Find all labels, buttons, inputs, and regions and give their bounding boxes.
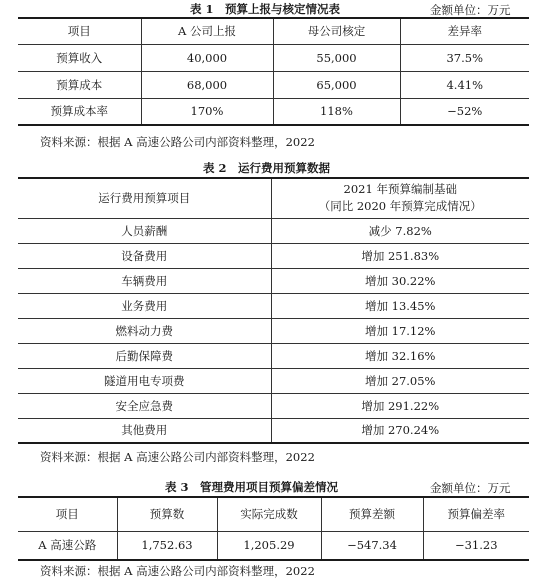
table-row (18, 368, 529, 393)
table2-caption: 表 2 运行费用预算数据 (203, 161, 331, 175)
table-cell: 增加 32.16% (271, 343, 529, 368)
table-cell: 安全应急费 (18, 393, 271, 418)
table3-header-cell: 预算差额 (321, 497, 423, 531)
table2-header-cell: 运行费用预算项目 (18, 178, 271, 218)
table1-header-cell: 差异率 (447, 24, 482, 39)
table2 (18, 177, 529, 444)
table-cell: 40,000 (141, 44, 273, 71)
table-cell: 增加 17.12% (271, 318, 529, 343)
table-row (18, 71, 529, 98)
table1-header-cell: 项目 (18, 18, 141, 44)
table-cell: 增加 30.22% (271, 268, 529, 293)
table1-source: 资料来源：根据 A 高速公路公司内部资料整理，2022 (40, 135, 315, 149)
table-cell: −52% (400, 98, 529, 125)
table-cell: 1,752.63 (117, 531, 217, 560)
table-cell: 设备费用 (18, 243, 271, 268)
table2-header-row (18, 178, 529, 218)
table3-source: 资料来源：根据 A 高速公路公司内部资料整理，2022 (40, 564, 315, 578)
table-cell: 1,205.29 (217, 531, 321, 560)
table-cell: 预算成本率 (18, 98, 141, 125)
table2-header-line: （同比 2020 年预算完成情况） (318, 199, 482, 214)
table1-unit: 金额单位：万元 (430, 3, 511, 17)
table-cell: 增加 13.45% (271, 293, 529, 318)
table-row (18, 98, 529, 125)
table-cell: 增加 270.24% (271, 418, 529, 443)
table-cell: 业务费用 (18, 293, 271, 318)
table-cell: −31.23 (423, 531, 529, 560)
table-cell: A 高速公路 (18, 531, 117, 560)
table3-header-cell: 预算偏差率 (447, 507, 505, 522)
table-cell: −547.34 (321, 531, 423, 560)
table-cell: 55,000 (273, 44, 400, 71)
table1-header-cell: A 公司上报 (141, 18, 273, 44)
table2-header-cell (271, 178, 529, 218)
table-row (18, 343, 529, 368)
table-cell: 其他费用 (18, 418, 271, 443)
table-row (18, 293, 529, 318)
table-cell: 增加 27.05% (271, 368, 529, 393)
table-cell: 4.41% (400, 71, 529, 98)
table-cell: 增加 251.83% (271, 243, 529, 268)
table-cell: 燃料动力费 (18, 318, 271, 343)
table-row (18, 393, 529, 418)
table1 (18, 17, 529, 126)
table2-source: 资料来源：根据 A 高速公路公司内部资料整理，2022 (40, 450, 315, 464)
table1-header-row (18, 18, 529, 44)
table3-unit: 金额单位：万元 (430, 481, 511, 495)
table-cell: 隧道用电专项费 (18, 368, 271, 393)
table-cell: 车辆费用 (18, 268, 271, 293)
table-cell: 65,000 (273, 71, 400, 98)
table-cell: 人员薪酬 (18, 218, 271, 243)
table3-caption: 表 3 管理费用项目预算偏差情况 (165, 480, 339, 494)
table-cell: 增加 291.22% (271, 393, 529, 418)
table3-header-cell: 项目 (18, 497, 117, 531)
table-cell: 170% (141, 98, 273, 125)
table-cell: 预算成本 (18, 71, 141, 98)
table2-header-line: 2021 年预算编制基础 (343, 182, 457, 197)
table1-caption: 表 1 预算上报与核定情况表 (190, 2, 341, 16)
table3-header-cell: 实际完成数 (217, 497, 321, 531)
table-cell: 减少 7.82% (271, 218, 529, 243)
table-row (18, 418, 529, 443)
table3 (18, 496, 529, 561)
table-cell: 预算收入 (18, 44, 141, 71)
table-row (18, 318, 529, 343)
table-row (18, 44, 529, 71)
table-cell: 后勤保障费 (18, 343, 271, 368)
table3-header-cell: 预算数 (117, 497, 217, 531)
table-cell: 37.5% (400, 44, 529, 71)
table-cell: 118% (273, 98, 400, 125)
table-row (18, 243, 529, 268)
table-row (18, 531, 529, 560)
table1-header-cell: 母公司核定 (273, 18, 400, 44)
table3-header-row (18, 497, 529, 531)
table-row (18, 218, 529, 243)
table-row (18, 268, 529, 293)
table-cell: 68,000 (141, 71, 273, 98)
